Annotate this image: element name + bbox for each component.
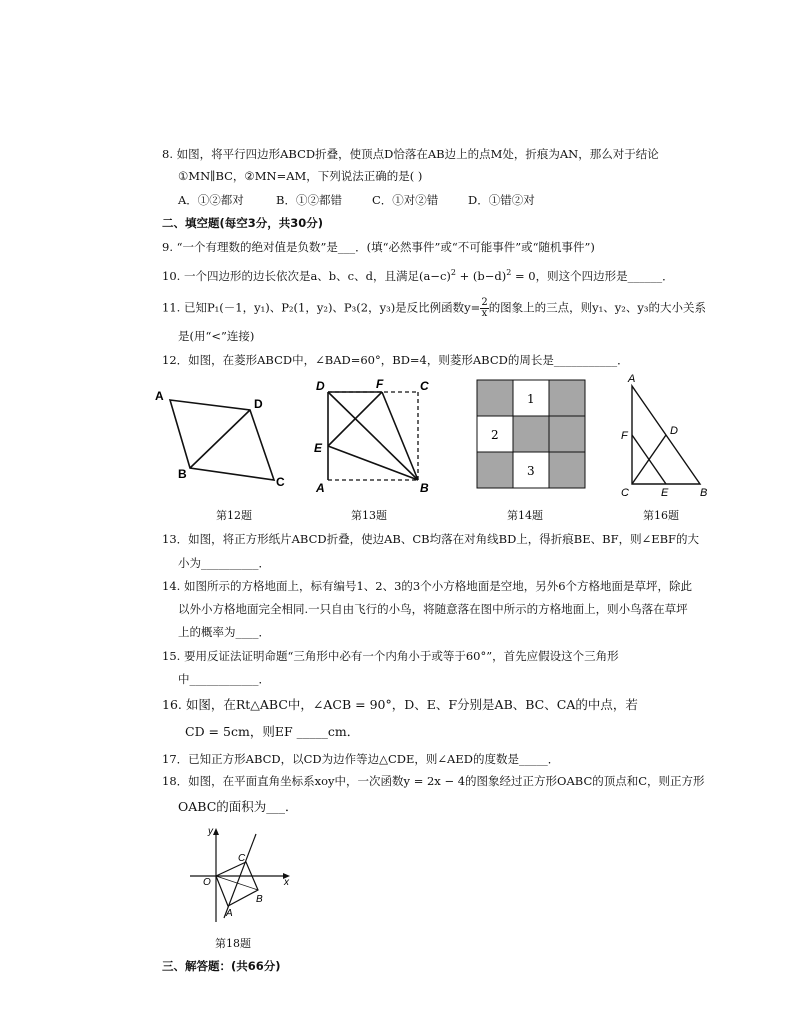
fig12-label-d: D	[254, 397, 263, 411]
q11-line1	[162, 298, 706, 319]
fig14-cell-3: 3	[527, 464, 535, 478]
q10-post: = 0，则这个四边形是______．	[511, 268, 674, 283]
q8-option-d: D．①错②对	[468, 193, 535, 207]
figure-18-coordinate	[186, 826, 296, 926]
fig13-label-d: D	[316, 379, 325, 393]
figure-14-grid	[476, 379, 588, 491]
q13-line1: 13．如图，将正方形纸片ABCD折叠，使边AB、CB均落在对角线BD上，得折痕BE、BF，则∠EBF的大	[162, 532, 700, 546]
q15-line1: 15. 要用反证法证明命题“三角形中必有一个内角小于或等于60°”，首先应假设这个三角形	[162, 649, 619, 663]
fig13-label-b: B	[420, 481, 429, 495]
fig18-label-b: B	[256, 894, 263, 905]
fig13-label-c: C	[420, 379, 429, 393]
q18-line2: OABC的面积为___．	[178, 799, 298, 814]
fig14-cell-2: 2	[491, 428, 499, 442]
q15-line2: 中____________．	[178, 672, 270, 686]
fig18-label-a: A	[226, 908, 233, 919]
fig18-label-c: C	[238, 853, 246, 864]
fig13-label-a: A	[316, 481, 325, 495]
figure-16-triangle	[614, 372, 714, 500]
fig16-label-c: C	[621, 487, 629, 499]
fig13-label-f: F	[376, 377, 384, 391]
q14-line2: 以外小方格地面完全相同.一只自由飞行的小鸟，将随意落在图中所示的方格地面上，则小鸟落在草坪	[178, 602, 688, 616]
fig12-label-a: A	[155, 389, 164, 403]
fig18-label-o: O	[203, 877, 211, 888]
q10: 10. 一个四边形的边长依次是a、b、c、d，且满足$(a-c)^2 + (b-d)^2 = 0$，则这个四边形是______．	[162, 268, 674, 283]
q11-line2: 是(用“<”连接)	[178, 329, 255, 343]
q8-option-a: A．①②都对	[178, 193, 244, 207]
fig13-label-e: E	[314, 441, 323, 455]
caption-12: 第12题	[216, 509, 252, 522]
q8-option-c: C．①对②错	[372, 193, 439, 207]
q12: 12．如图，在菱形ABCD中，∠BAD=60°，BD=4，则菱形ABCD的周长是___________．	[162, 353, 629, 367]
q10-pre: 10. 一个四边形的边长依次是a、b、c、d，且满足(a−c)	[162, 268, 451, 283]
figure-12-rhombus	[152, 380, 292, 492]
fig16-label-a: A	[628, 373, 636, 385]
q9: 9. “一个有理数的绝对值是负数”是___．(填“必然事件”或“不可能事件”或“随机事件”)	[162, 240, 595, 254]
fig16-label-f: F	[621, 430, 628, 442]
q8-line2: ①MN∥BC，②MN=AM，下列说法正确的是( )	[178, 169, 423, 183]
fig16-label-d: D	[670, 425, 678, 437]
section-2-heading: 二、填空题(每空3分，共30分)	[162, 216, 324, 230]
figure-13-square-fold	[310, 374, 440, 498]
fig12-label-c: C	[276, 475, 285, 489]
q16-line1: 16. 如图，在Rt△ABC中，∠ACB = 90°，D、E、F分别是AB、BC、CA的中点，若	[162, 697, 638, 712]
fig16-label-b: B	[700, 487, 708, 499]
q8-line1: 8. 如图，将平行四边形ABCD折叠，使顶点D恰落在AB边上的点M处，折痕为AN，那么对于结论	[162, 147, 659, 161]
caption-13: 第13题	[351, 509, 387, 522]
q11-post: 的图象上的三点，则y₁、y₂、y₃的大小关系	[488, 300, 707, 315]
q14-line1: 14. 如图所示的方格地面上，标有编号1、2、3的3个小方格地面是空地，另外6个方格地面是草坪，除此	[162, 579, 693, 593]
fig18-label-y: y	[208, 826, 213, 837]
q17: 17．已知正方形ABCD，以CD为边作等边△CDE，则∠AED的度数是_____．	[162, 752, 560, 766]
fig18-label-x: x	[284, 877, 289, 888]
q8-option-b: B．①②都错	[276, 193, 342, 207]
q13-line2: 小为__________．	[178, 556, 270, 570]
q11-fraction: $\frac{2}{x}$	[481, 297, 488, 319]
caption-14: 第14题	[507, 509, 543, 522]
section-3-heading: 三、解答题：(共66分)	[162, 959, 281, 973]
caption-16: 第16题	[643, 509, 679, 522]
fig14-cell-1: 1	[527, 392, 535, 406]
q18-line1: 18．如图，在平面直角坐标系xoy中，一次函数y = 2x − 4的图象经过正方形OABC的顶点和C，则正方形	[162, 774, 705, 788]
caption-18: 第18题	[215, 937, 251, 950]
q16-line2: CD = 5cm，则EF _____cm．	[185, 724, 360, 739]
fig16-label-e: E	[661, 487, 669, 499]
q11-pre: 11. 已知P₁(－1，y₁)、P₂(1，y₂)、P₃(2，y₃)是反比例函数y=	[162, 300, 481, 315]
q14-line3: 上的概率为____．	[178, 625, 270, 639]
fig12-label-b: B	[178, 467, 187, 481]
q10-mid: + (b−d)	[455, 268, 507, 283]
